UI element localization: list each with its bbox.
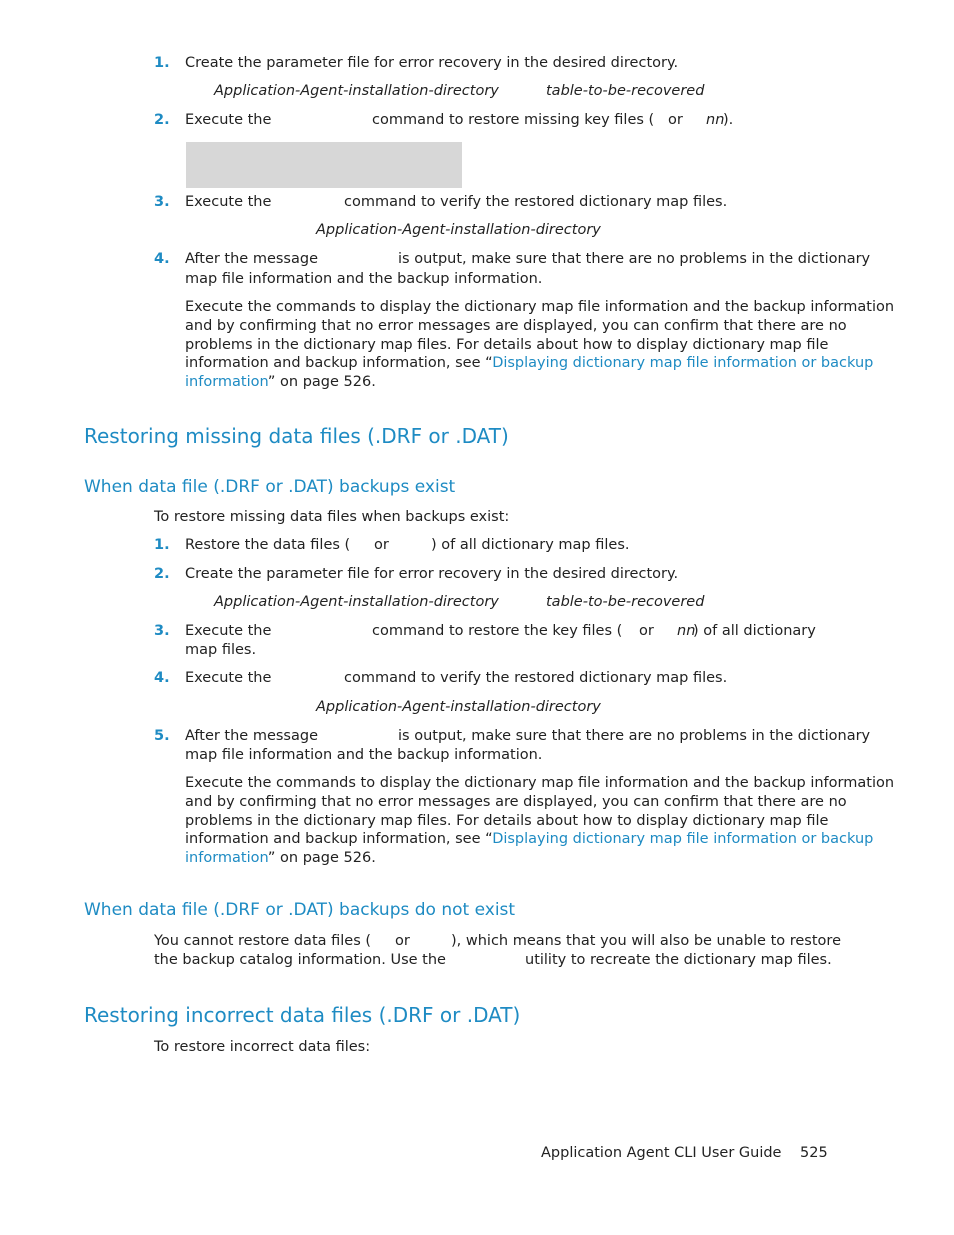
step-text: Create the parameter file for error recovery in the desired directory.: [185, 566, 679, 582]
step-number: 2.: [154, 112, 170, 128]
subsection-heading: When data file (.DRF or .DAT) backups exist: [84, 477, 456, 497]
body-text: the backup catalog information. Use the: [154, 952, 446, 968]
step-text-nn: nn: [706, 112, 725, 128]
step-text: command to verify the restored dictionary map files.: [344, 194, 728, 210]
paragraph-line: Execute the commands to display the dictionary map file information and the backup information: [185, 775, 895, 791]
paragraph-line: [185, 830, 894, 849]
paragraph-text: information and backup information, see “: [185, 831, 493, 848]
step-text: is output, make sure that there are no problems in the dictionary: [398, 251, 871, 267]
paragraph: [185, 298, 894, 392]
step-number: 1.: [154, 537, 170, 553]
step-text: Execute the: [185, 194, 272, 210]
step-number: 1.: [154, 55, 170, 71]
paragraph: [185, 774, 894, 868]
step-text: Execute the: [185, 670, 272, 686]
section-heading: Restoring incorrect data files (.DRF or .DAT): [84, 1003, 521, 1027]
paragraph-line: problems in the dictionary map files. For details about how to display dictionary map file: [185, 812, 829, 829]
code-directory: Application-Agent-installation-directory: [316, 699, 601, 715]
step-text: or: [668, 112, 683, 128]
step-text: map file information and the backup information.: [185, 747, 543, 763]
cross-reference-link[interactable]: Displaying dictionary map file information or backup: [492, 355, 874, 372]
code-directory: Application-Agent-installation-directory: [316, 222, 601, 238]
intro-text: To restore incorrect data files:: [154, 1039, 371, 1055]
paragraph-text: information and backup information, see “: [185, 355, 493, 372]
step-text: ).: [723, 112, 734, 128]
cross-reference-link[interactable]: Displaying dictionary map file information or backup: [492, 831, 874, 848]
step-number: 4.: [154, 251, 170, 267]
step-number: 4.: [154, 670, 170, 686]
step-text: After the message: [185, 251, 318, 267]
step-text: command to restore the key files (: [372, 623, 623, 639]
paragraph-text: ” on page 526.: [267, 374, 376, 391]
step-text: or: [639, 623, 654, 639]
step-text: Execute the: [185, 623, 272, 639]
cross-reference-link[interactable]: information: [185, 850, 268, 867]
step-text: ) of all dictionary map files.: [431, 537, 630, 553]
subsection-heading: When data file (.DRF or .DAT) backups do not exist: [84, 900, 516, 920]
step-text: map files.: [185, 642, 257, 658]
step-number: 5.: [154, 728, 170, 744]
paragraph-line: [185, 354, 894, 373]
footer-title: Application Agent CLI User Guide: [541, 1145, 782, 1161]
step-text: or: [374, 537, 389, 553]
code-table: table-to-be-recovered: [546, 594, 705, 610]
step-text: Execute the: [185, 112, 272, 128]
step-text: command to verify the restored dictionary map files.: [344, 670, 728, 686]
cross-reference-link[interactable]: information: [185, 374, 268, 391]
step-text: After the message: [185, 728, 318, 744]
body-text: ), which means that you will also be unable to restore: [451, 933, 841, 949]
body-text: utility to recreate the dictionary map files.: [525, 952, 832, 968]
paragraph-line: Execute the commands to display the dictionary map file information and the backup information: [185, 299, 895, 315]
intro-text: To restore missing data files when backups exist:: [154, 509, 510, 525]
step-number: 3.: [154, 194, 170, 210]
paragraph-line: [185, 373, 894, 392]
page-number: 525: [800, 1145, 828, 1161]
paragraph-text: ” on page 526.: [267, 850, 376, 867]
step-text: Restore the data files (: [185, 537, 351, 553]
body-text: or: [395, 933, 410, 949]
section-heading: Restoring missing data files (.DRF or .DAT): [84, 424, 509, 448]
code-table: table-to-be-recovered: [546, 83, 705, 99]
paragraph-line: and by confirming that no error messages are displayed, you can confirm that there are no: [185, 793, 847, 810]
step-number: 3.: [154, 623, 170, 639]
step-number: 2.: [154, 566, 170, 582]
code-directory: Application-Agent-installation-directory: [214, 83, 499, 99]
code-directory: Application-Agent-installation-directory: [214, 594, 499, 610]
paragraph-line: problems in the dictionary map files. For details about how to display dictionary map file: [185, 336, 829, 353]
body-text: You cannot restore data files (: [154, 933, 372, 949]
step-text: is output, make sure that there are no problems in the dictionary: [398, 728, 871, 744]
step-text: ) of all dictionary: [693, 623, 816, 639]
paragraph-line: and by confirming that no error messages are displayed, you can confirm that there are no: [185, 317, 847, 334]
paragraph-line: [185, 849, 894, 868]
step-text: Create the parameter file for error recovery in the desired directory.: [185, 55, 679, 71]
step-text: command to restore missing key files (: [372, 112, 655, 128]
code-block-placeholder: [186, 142, 462, 188]
step-text-nn: nn: [677, 623, 696, 639]
step-text: map file information and the backup information.: [185, 271, 543, 287]
